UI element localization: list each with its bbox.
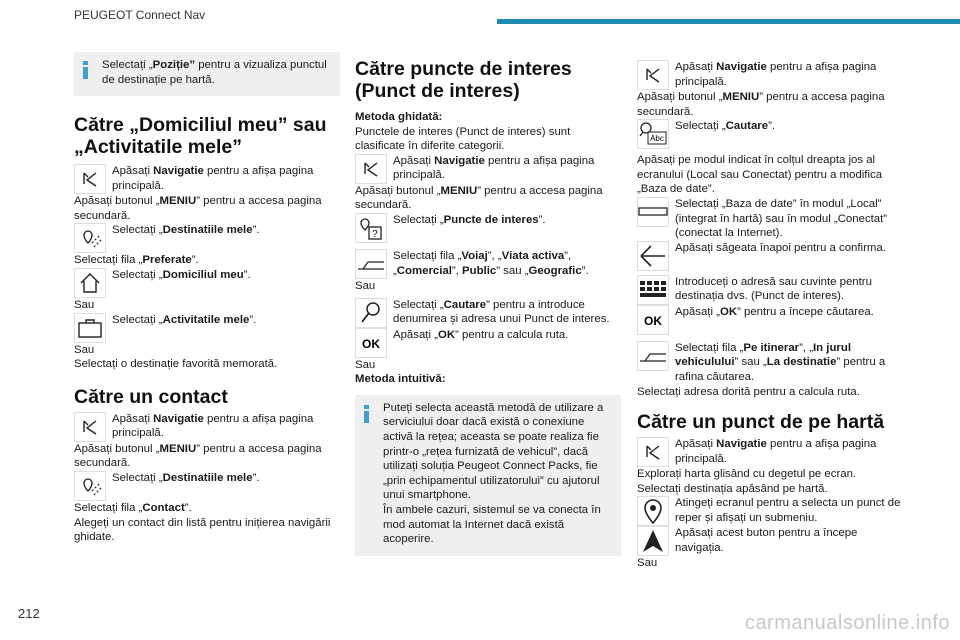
briefcase-icon xyxy=(74,313,107,343)
step-navigatie-2: Apăsați Navigatie pentru a afișa pagina principală. xyxy=(74,412,340,442)
info-note: Puteți selecta această metodă de utilizare a serviciului doar dacă există o conexiune activă la rețea; aceasta se poate realiza fie printr-o „rețea furnizată de vehicul”, dacă utilizați soluția Peugeot Connect Packs, fie „prin echipamentul utilizatorului” cu ajutorul unui smartphone. În ambele cazuri, sistemul se va conecta în mod automat la Internet dacă există acoperire. xyxy=(355,395,621,556)
my-destinations-icon xyxy=(74,223,107,253)
start-navigation-icon xyxy=(637,526,670,556)
poi-icon xyxy=(355,213,388,243)
running-header: PEUGEOT Connect Nav xyxy=(74,8,206,22)
svg-text:?: ? xyxy=(372,228,378,240)
info-icon xyxy=(83,61,88,79)
instruction-text: Apăsați butonul „MENIU” pentru a accesa pagina secundară. xyxy=(74,195,322,222)
svg-text:OK: OK xyxy=(644,313,662,328)
navigation-icon xyxy=(74,164,107,194)
tab-icon xyxy=(637,341,670,371)
navigation-icon xyxy=(355,154,388,184)
home-icon xyxy=(74,268,107,298)
page-number: 212 xyxy=(18,606,40,621)
database-icon xyxy=(637,197,670,227)
info-note: Selectați „Poziție” pentru a vizualiza punctul de destinație pe hartă. xyxy=(74,52,340,96)
svg-text:Abc: Abc xyxy=(650,134,664,144)
navigation-icon xyxy=(637,437,670,467)
search-icon xyxy=(355,298,388,328)
step-navigatie: Apăsați Navigatie pentru a afișa pagina principală. xyxy=(74,164,340,194)
navigation-icon xyxy=(74,412,107,442)
tab-icon xyxy=(355,249,388,279)
ok-button-icon xyxy=(637,305,670,335)
my-destinations-icon xyxy=(74,471,107,501)
keyboard-icon xyxy=(637,275,670,305)
step-domiciliu: Selectați „Domiciliul meu”. xyxy=(74,268,340,298)
step-activitati: Selectați „Activitatile mele”. xyxy=(74,313,340,343)
svg-text:OK: OK xyxy=(362,336,380,351)
ok-button-icon xyxy=(355,328,388,358)
step-destinatii: Selectați „Destinatiile mele”. xyxy=(74,223,340,253)
section-title-map-point: Către un punct de pe hartă xyxy=(637,411,885,434)
column-middle: Către puncte de interes (Punct de interes) Metoda ghidată: Punctele de interes (Punct de interes) sunt clasificate în diferite categorii. Apăsați Navigatie pentru a afișa pagina principală. Apăsați butonul „MENIU” pentru a accesa pagina secundară. ? Selectați „Puncte de interes”. Selectați fila „Voiaj”, „Viata activa”, „Comercial”, Public” sau „Geografic”. Sau Selectați „Cautare” pentru a introduce denumirea și adresa unui Punct de interes. OK Apăsați „OK” pentru a calcula ruta. Sau Metoda intuitivă: Puteți selecta această metodă de utilizare a serviciului doar dacă există o conexiune activă la rețea; aceasta se poate realiza fie printr-o „rețea furnizată de vehicul”, dacă utilizați soluția Peugeot Connect Packs, fie „prin echipamentul utilizatorului” cu ajutorul unui smartphone. În ambele cazuri, sistemul se va conecta în mod automat la Internet dacă există acoperire. xyxy=(355,52,621,564)
map-pin-icon xyxy=(637,496,670,526)
column-left: Selectați „Poziție” pentru a vizualiza punctul de destinație pe hartă. Către „Domiciliul meu” sau „Activitatile mele” Apăsați Navigatie pentru a afișa pagina principală. Apăsați butonul „MENIU” pentru a accesa pagina secundară. Selectați „Destinatiile mele”. Selectați fila „Preferate”. Selectați „Domiciliul meu”. Sau Selectați „Activitatile mele”. Sau Selectați o destinație favorită memorată. Către un contact Apăsați Navigatie pentru a afișa pagina principală. Apăsați butonul „MENIU” pentru a accesa pagina secundară. Selectați „Destinatiile mele”. Selectați fila „Contact”. Alegeți un contact din listă pentru inițierea navigării ghidate. xyxy=(74,52,340,545)
section-title-poi: Către puncte de interes (Punct de interes) xyxy=(355,58,572,102)
step-destinatii-2: Selectați „Destinatiile mele”. xyxy=(74,471,340,501)
column-right: Apăsați Navigatie pentru a afișa pagina principală. Apăsați butonul „MENIU” pentru a accesa pagina secundară. Abc Selectați „Cautare”. Apăsați pe modul indicat în colțul dreapta jos al ecranului (Local sau Conectat) pentru a modifica „Baza de date”. Selectați „Baza de date” în modul „Local” (integrat în hartă) sau în modul „Conectat” (conectat la Internet). Apăsați săgeata înapoi pentru a confirma. Introduceți o adresă sau cuvinte pentru destinația dvs. (Punct de interes). OK Apăsați „OK” pentru a începe căutarea. Selectați fila „Pe itinerar”, „In jurul vehiculului” sau „La destinatie” pentru a rafina căutarea. Selectați adresa dorită pentru a calcula ruta. Către un punct de pe hartă Apăsați Navigatie pentru a afișa pagina principală. Explorați harta glisând cu degetul pe ecran. Selectați destinația apăsând pe hartă. Atingeți ecranul pentru a selecta un punct de reper și afișați un submeniu. Apăsați acest buton pentru a începe navigația. Sau xyxy=(637,60,903,571)
section-title-home: Către „Domiciliul meu” sau „Activitatile mele” xyxy=(74,114,327,159)
search-field-icon xyxy=(637,119,670,149)
section-title-contact: Către un contact xyxy=(74,385,228,408)
info-icon xyxy=(364,405,369,423)
header-accent-bar xyxy=(497,19,960,24)
back-arrow-icon xyxy=(637,241,670,271)
watermark: carmanualsonline.info xyxy=(744,612,950,634)
navigation-icon xyxy=(637,60,670,90)
